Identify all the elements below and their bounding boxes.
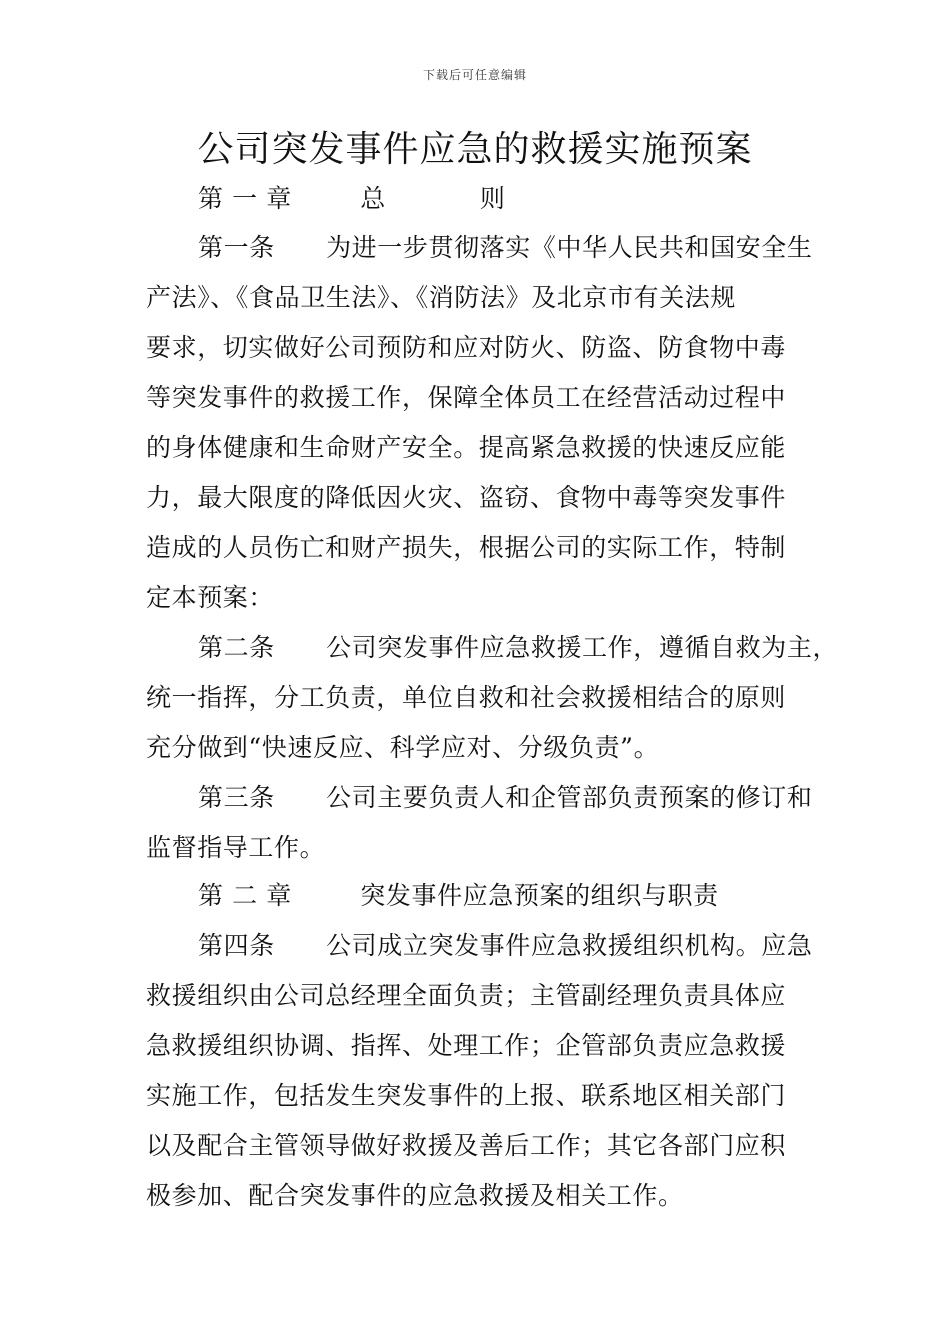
article-line: 充分做到“快速反应、科学应对、分级负责”。 <box>146 733 660 762</box>
article-line: 第四条 公司成立突发事件应急救援组织机构。应急 <box>198 931 813 960</box>
article-line: 第二条 公司突发事件应急救援工作，遵循自救为主， <box>198 633 839 662</box>
chapter-heading: 第 二 章 突发事件应急预案的组织与职责 <box>198 881 719 910</box>
article-line: 第三条 公司主要负责人和企管部负责预案的修订和 <box>198 783 813 812</box>
header-note: 下载后可任意编辑 <box>422 68 527 82</box>
article-line: 急救援组织协调、指挥、处理工作；企管部负责应急救援 <box>146 1031 787 1060</box>
article-line: 等突发事件的救援工作，保障全体员工在经营活动过程中 <box>146 383 787 412</box>
article-line: 极参加、配合突发事件的应急救援及相关工作。 <box>146 1181 684 1210</box>
article-line: 以及配合主管领导做好救援及善后工作；其它各部门应积 <box>146 1131 787 1160</box>
article-line: 第一条 为进一步贯彻落实《中华人民共和国安全生 <box>198 233 813 262</box>
article-line: 统一指挥，分工负责，单位自救和社会救援相结合的原则 <box>146 683 787 712</box>
chapter-heading: 第 一 章 总 则 <box>198 184 506 213</box>
article-line: 的身体健康和生命财产安全。提高紧急救援的快速反应能 <box>146 433 787 462</box>
document-title: 公司突发事件应急的救援实施预案 <box>197 129 753 170</box>
article-line: 实施工作，包括发生突发事件的上报、联系地区相关部门 <box>146 1081 787 1110</box>
article-line: 救援组织由公司总经理全面负责；主管副经理负责具体应 <box>146 981 787 1010</box>
article-line: 监督指导工作。 <box>146 833 326 862</box>
article-line: 造成的人员伤亡和财产损失，根据公司的实际工作，特制 <box>146 533 787 562</box>
article-line: 力，最大限度的降低因火灾、盗窃、食物中毒等突发事件 <box>146 483 787 512</box>
article-line: 产法》、《食品卫生法》、《消防法》及北京市有关法规 <box>146 283 737 312</box>
article-line: 要求，切实做好公司预防和应对防火、防盗、防食物中毒 <box>146 333 787 362</box>
article-line: 定本预案： <box>146 583 275 612</box>
